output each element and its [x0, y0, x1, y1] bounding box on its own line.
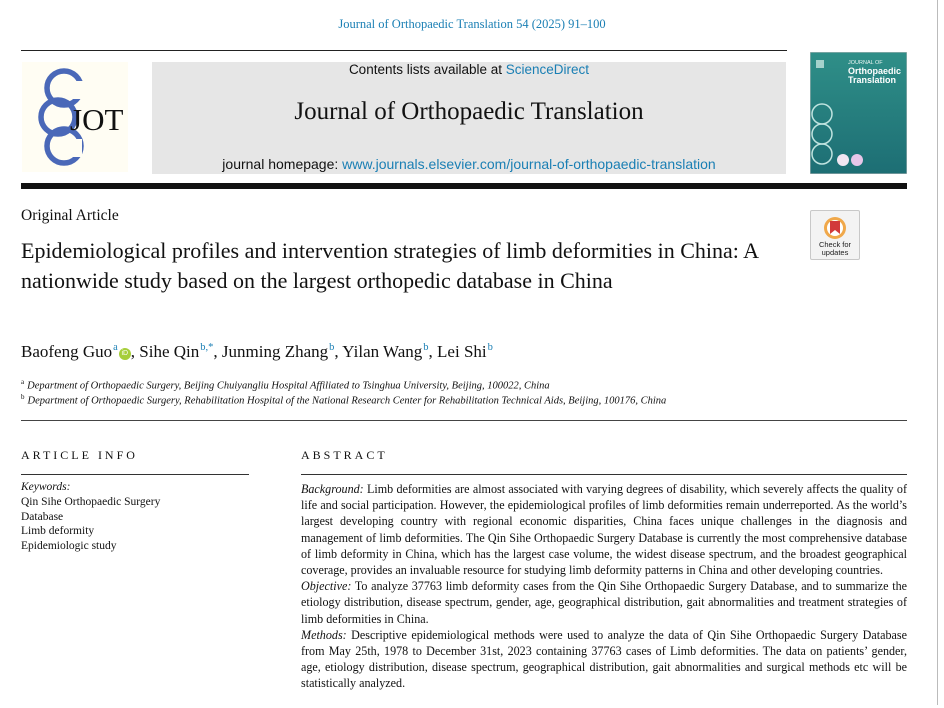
keywords-label: Keywords: — [21, 481, 71, 493]
window-right-edge — [937, 0, 944, 708]
orcid-icon[interactable]: iD — [119, 348, 131, 360]
keyword-item: Limb deformity — [21, 525, 95, 538]
check-updates-line-2: updates — [821, 248, 849, 257]
contents-availability — [152, 62, 786, 77]
keyword-item: Qin Sihe Orthopaedic Surgery — [21, 495, 161, 508]
affiliation-a — [21, 378, 550, 392]
article-info-rule — [21, 474, 249, 475]
affiliation-sup: b — [21, 393, 25, 401]
abstract-label: Objective: — [301, 579, 352, 594]
cover-line-1: JOURNAL OF — [848, 60, 883, 66]
affiliation-b — [21, 393, 666, 407]
abstract-text: To analyze 37763 limb deformity cases from the Qin Sihe Orthopaedic Surgery Database, and to summarize the etiology distribution, disease spectrum, gender, age, geographical distribution, gait abnormalities and treatment strategies of limb deformities in China. — [301, 579, 907, 626]
author-affil-sup[interactable]: b — [329, 342, 335, 353]
check-updates-line-1: Check for — [818, 240, 852, 249]
author-affil-sup[interactable]: b,* — [200, 342, 214, 353]
keyword-item: Database — [21, 510, 64, 523]
author-affil-sup[interactable]: b — [423, 342, 429, 353]
check-for-updates-button[interactable] — [810, 210, 860, 260]
journal-homepage — [152, 156, 786, 172]
journal-cover-image[interactable] — [810, 52, 907, 174]
keyword-item: Epidemiologic study — [21, 540, 117, 553]
section-rule — [21, 420, 907, 421]
abstract-background — [301, 481, 907, 578]
author-affil-sup[interactable]: b — [487, 342, 493, 353]
abstract-body — [301, 481, 907, 692]
author-affil-sup[interactable]: a — [113, 342, 118, 353]
affiliation-text: Department of Orthopaedic Surgery, Rehabilitation Hospital of the National Research Center for Rehabilitation Technical Aids, Beijing, 100176, China — [27, 395, 667, 407]
abstract-label: Background: — [301, 482, 364, 496]
sciencedirect-link[interactable]: ScienceDirect — [505, 62, 590, 77]
author-name[interactable]: Baofeng Guo — [21, 342, 113, 361]
abstract-heading: ABSTRACT — [301, 448, 388, 462]
affiliation-sup: a — [21, 378, 25, 386]
abstract-objective — [301, 578, 907, 627]
contents-prefix: Contents lists available at — [348, 62, 506, 77]
keywords-block — [21, 480, 160, 554]
cover-line-3: Translation — [848, 75, 897, 85]
author-name[interactable]: Lei Shi — [437, 342, 487, 361]
journal-title: Journal of Orthopaedic Translation — [294, 98, 644, 125]
article-info-heading: ARTICLE INFO — [21, 448, 138, 462]
abstract-rule — [301, 474, 907, 475]
abstract-text: Limb deformities are almost associated with varying degrees of disability, which severely affects the quality of life and social participation. However, the epidemiological profiles of limb deformities remain underreported. As the world’s largest developing country with regional economic disparities, China faces unique challenges in the diagnosis and management of limb deformities. The Qin Sihe Orthopaedic Surgery Database is currently the most comprehensive database of limb deformity in China, which has the largest case volume, the widest disease spectrum, and the broadest geographical coverage, provides an invaluable resource for studying limb deformity patterns in China and other developing countries. — [301, 482, 907, 578]
article-type: Original Article — [21, 207, 119, 224]
abstract-label: Methods: — [301, 627, 347, 642]
cover-line-2: Orthopaedic — [848, 66, 902, 76]
header-thick-rule — [21, 183, 907, 189]
author-name[interactable]: Junming Zhang — [221, 342, 329, 361]
logo-text: JOT — [70, 102, 124, 137]
article-title: Epidemiological profiles and intervention strategies of limb deformities in China: A nationwide study based on the largest orthopedic database in China — [21, 238, 758, 293]
journal-banner — [152, 62, 786, 174]
author-list: Baofeng Guo$^a$iD , Sihe Qin$^{b,*}$, Junming Zhang$^b$, Yilan Wang$^b$, Lei Shi$^b$ — [21, 342, 493, 361]
abstract-text: Descriptive epidemiological methods were used to analyze the data of Qin Sihe Orthopaedic Surgery Database from May 25th, 1978 to December 31st, 2023 containing 37763 cases of Limb deformities. The data on patients’ gender, age, etiology distribution, disease spectrum, geographical distribution, gait abnormalities and surgical methods etc will be statistically analyzed. — [301, 627, 907, 691]
journal-citation[interactable]: Journal of Orthopaedic Translation 54 (2025) 91–100 — [338, 17, 606, 31]
author-name[interactable]: Sihe Qin — [139, 342, 200, 361]
author-name[interactable]: Yilan Wang — [342, 342, 423, 361]
header-rule — [21, 50, 787, 51]
abstract-methods — [301, 627, 907, 692]
homepage-link[interactable]: www.journals.elsevier.com/journal-of-orthopaedic-translation — [342, 156, 716, 172]
affiliation-text: Department of Orthopaedic Surgery, Beijing Chuiyangliu Hospital Affiliated to Tsinghua University, Beijing, 100022, China — [27, 380, 550, 392]
homepage-prefix: journal homepage: — [222, 156, 343, 172]
jot-logo-icon — [22, 62, 128, 172]
